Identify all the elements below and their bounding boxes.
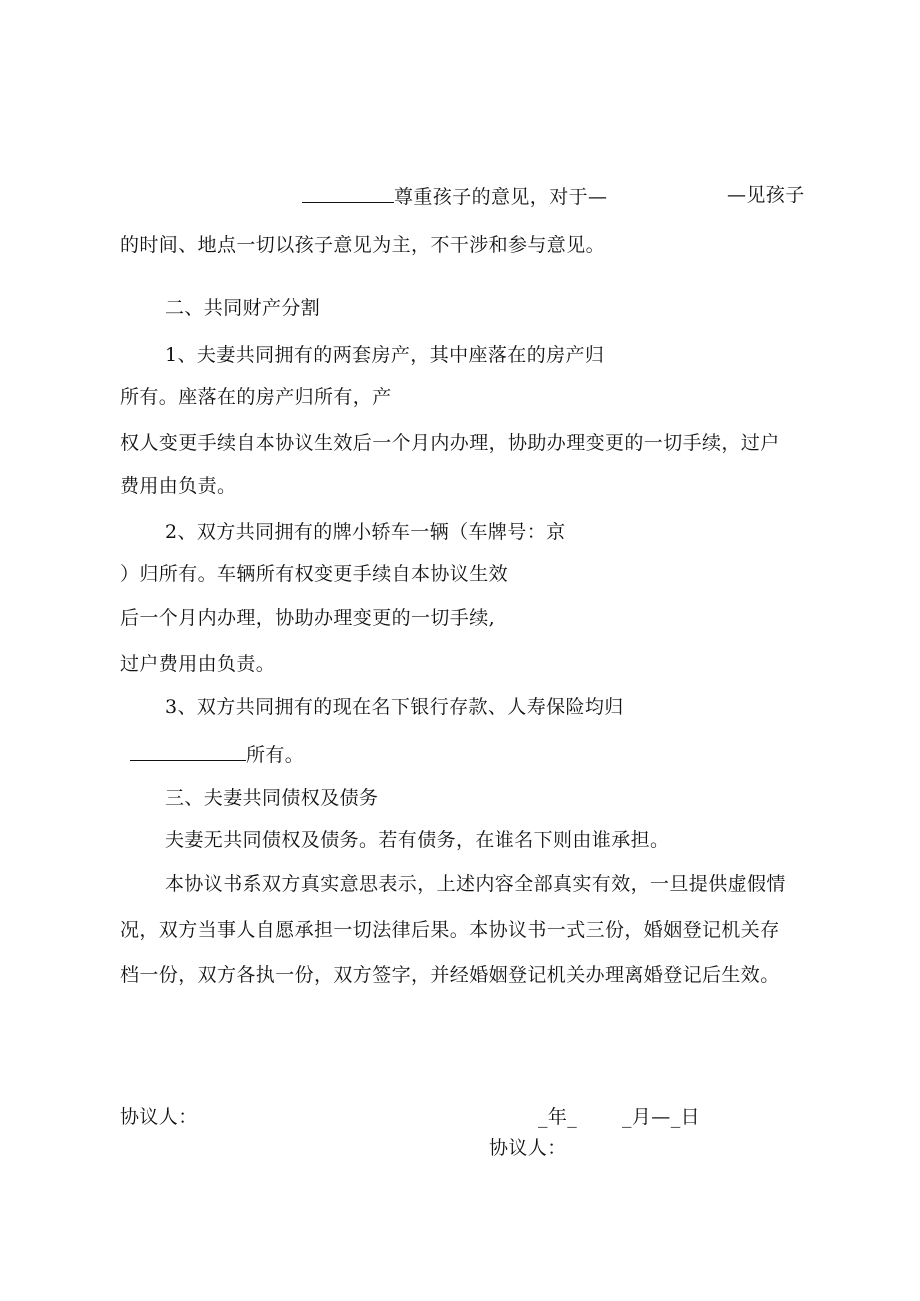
date-month-day: _月—_日 [622, 1106, 701, 1128]
custody-text: 尊重孩子的意见，对于— [394, 186, 608, 208]
name-blank [302, 183, 394, 203]
custody-line-1-tail: —见孩子 [727, 184, 805, 206]
closing-line-3: 档一份，双方各执一份，双方签字，并经婚姻登记机关办理离婚登记后生效。 [120, 964, 780, 986]
property-item-1-line-4: 费用由负责。 [120, 475, 237, 497]
party-1-label: 协议人： [120, 1106, 198, 1128]
closing-line-2: 况，双方当事人自愿承担一切法律后果。本协议书一式三份，婚姻登记机关存 [120, 919, 780, 941]
property-item-1-line-2: 所有。座落在的房产归所有，产 [120, 386, 392, 408]
property-item-2-line-3: 后一个月内办理，协助办理变更的一切手续, [120, 607, 496, 629]
debts-heading: 三、夫妻共同债权及债务 [165, 787, 379, 809]
property-heading: 二、共同财产分割 [165, 297, 321, 319]
party-2-label: 协议人： [489, 1137, 567, 1159]
property-item-2-line-4: 过户费用由负责。 [120, 653, 276, 675]
owner-blank [130, 741, 246, 761]
property-item-2-line-2: ）归所有。车辆所有权变更手续自本协议生效 [120, 563, 509, 585]
property-item-1-line-1: 1、夫妻共同拥有的两套房产，其中座落在的房产归 [165, 344, 605, 366]
custody-line-1 [302, 183, 607, 209]
property-item-3-line-2 [130, 741, 304, 767]
property-item-1-line-3: 权人变更手续自本协议生效后一个月内办理，协助办理变更的一切手续，过户 [120, 432, 780, 454]
closing-line-1: 本协议书系双方真实意思表示，上述内容全部真实有效，一旦提供虚假情 [165, 873, 786, 895]
property-item-3-tail: 所有。 [246, 744, 305, 766]
property-item-2-line-1: 2、双方共同拥有的牌小轿车一辆（车牌号：京 [165, 521, 566, 543]
property-item-3-line-1: 3、双方共同拥有的现在名下银行存款、人寿保险均归 [165, 696, 624, 718]
debts-body: 夫妻无共同债权及债务。若有债务，在谁名下则由谁承担。 [165, 829, 670, 851]
custody-line-2: 的时间、地点一切以孩子意见为主，不干涉和参与意见。 [120, 234, 606, 256]
date-year: _年_ [538, 1106, 578, 1128]
